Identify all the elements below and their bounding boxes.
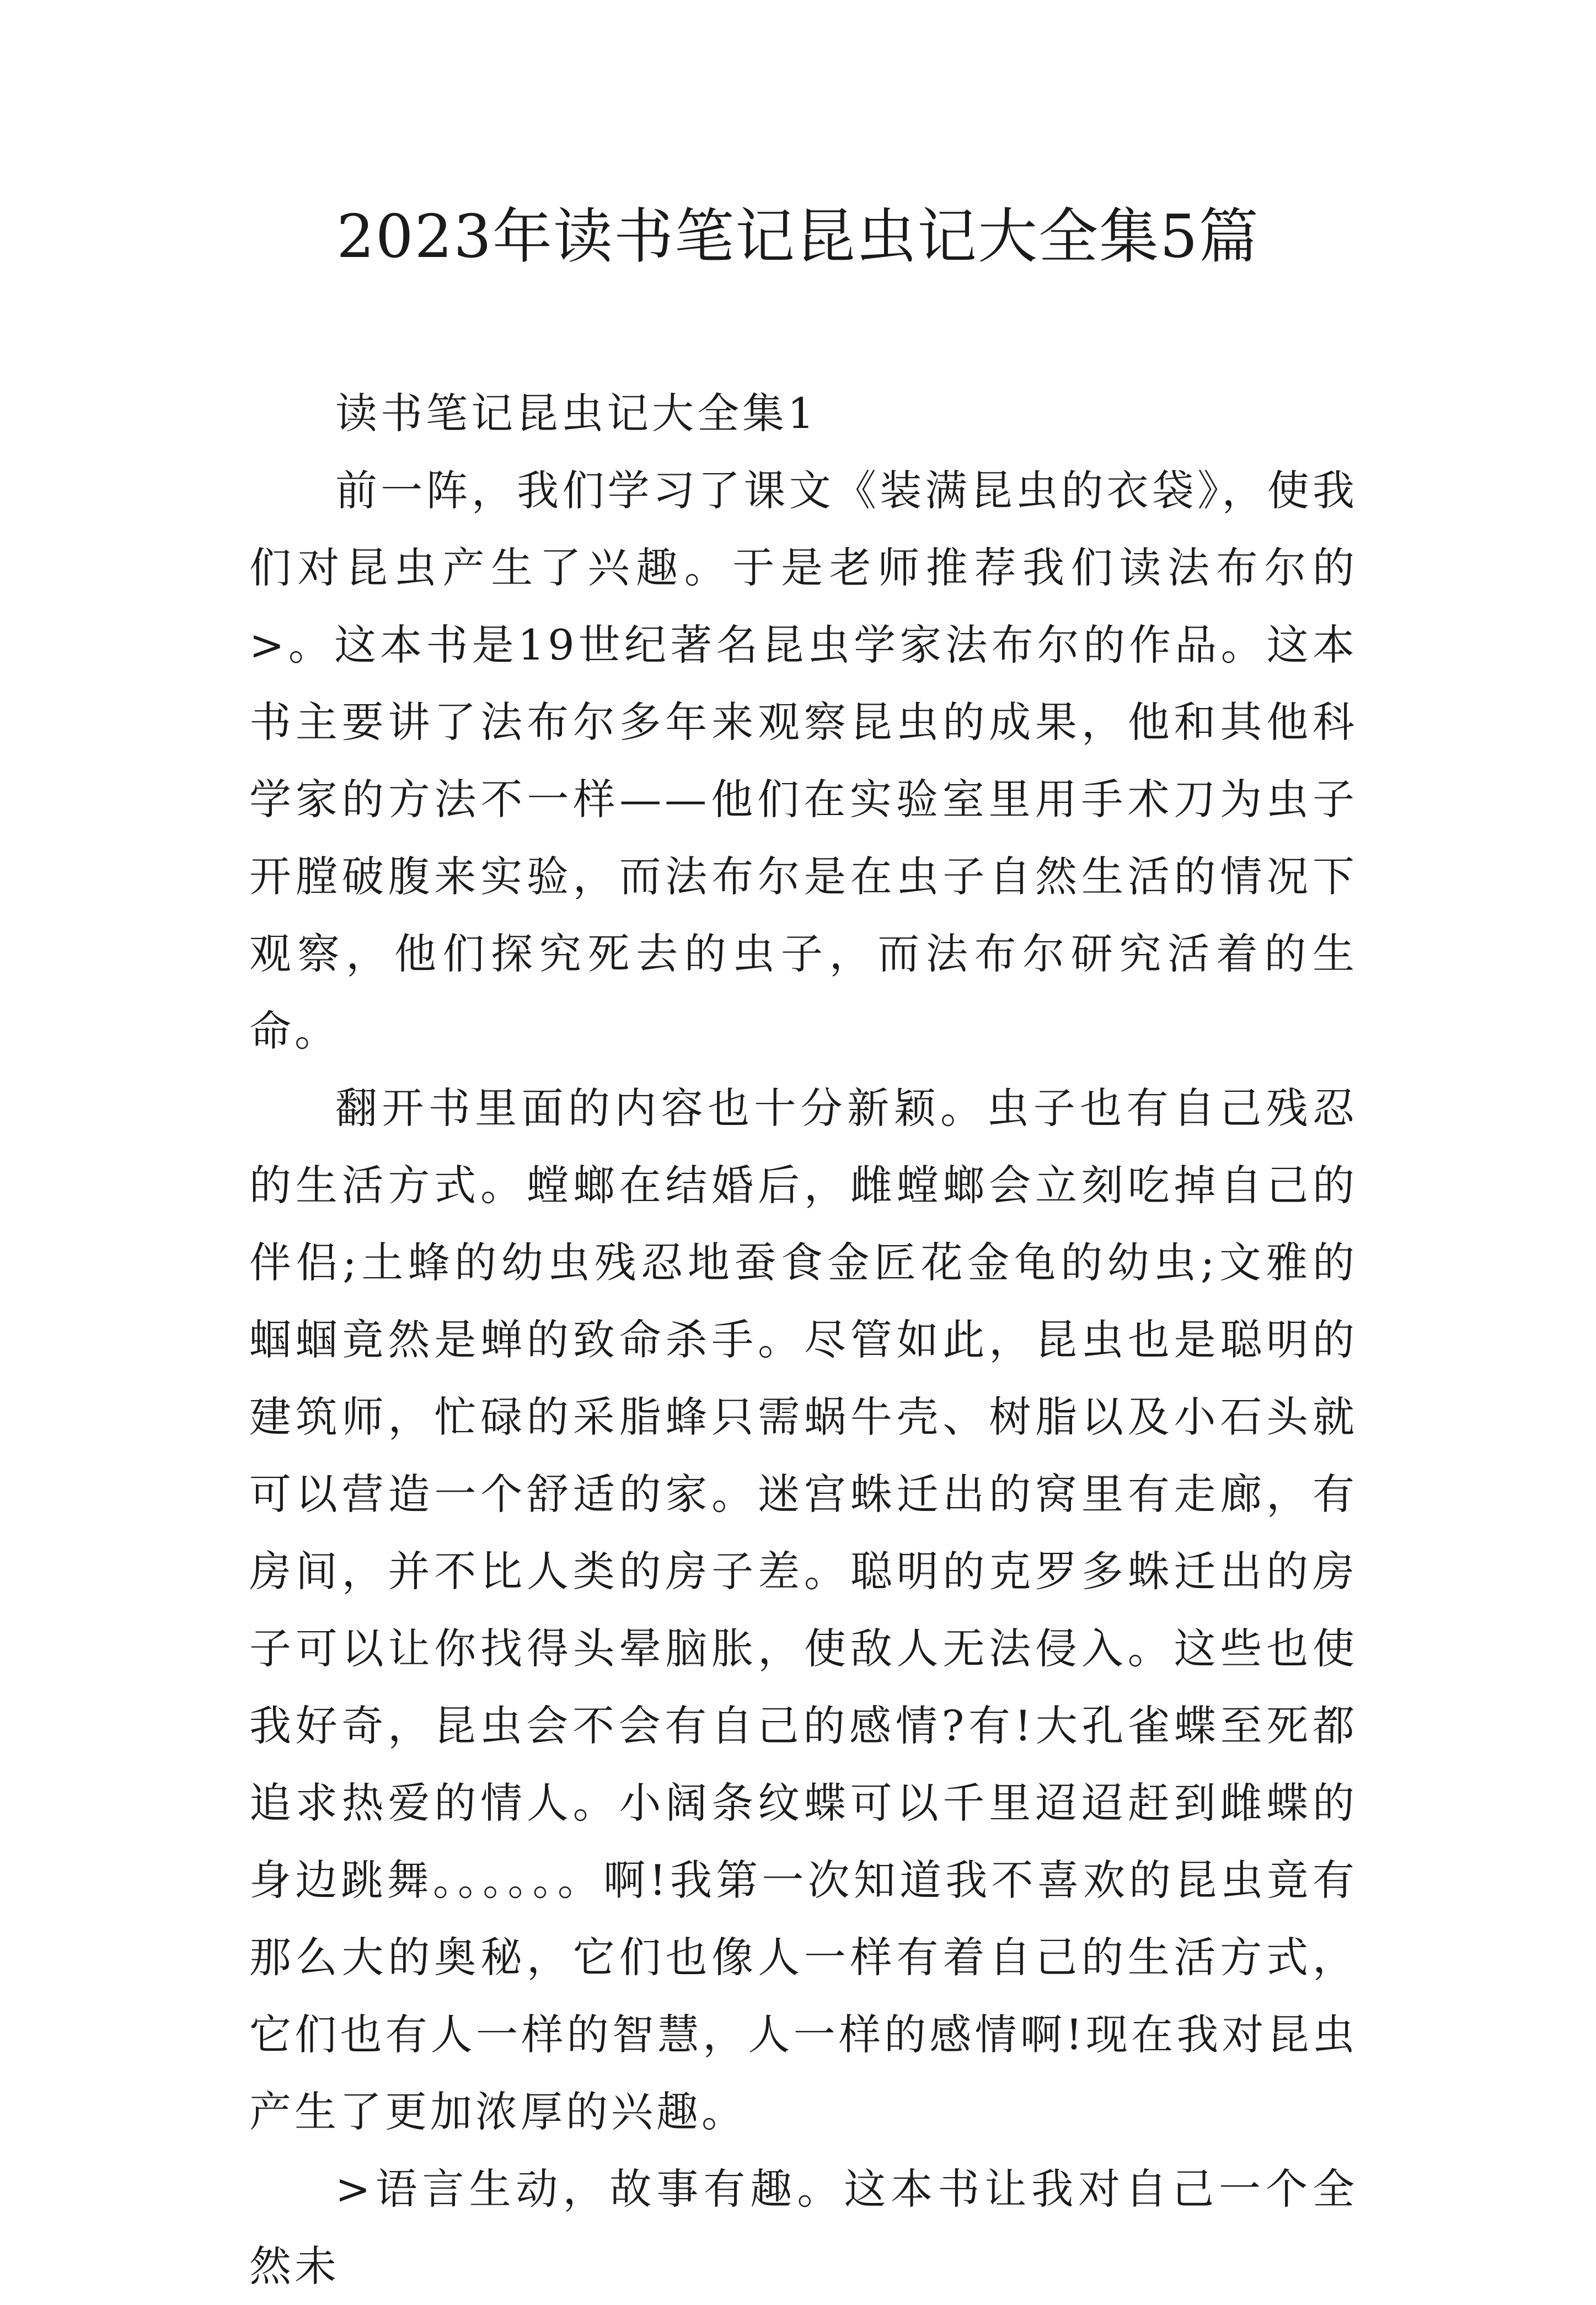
section-heading: 读书笔记昆虫记大全集1 (335, 389, 818, 438)
document-body (249, 375, 1358, 2305)
document-title: 2023年读书笔记昆虫记大全集5篇 (336, 202, 1260, 271)
paragraph-1: 前一阵，我们学习了课文《装满昆虫的衣袋》，使我们对昆虫产生了兴趣。于是老师推荐我们读法布尔的>。这本书是19世纪著名昆虫学家法布尔的作品。这本书主要讲了法布尔多年来观察昆虫的成果，他和其他科学家的方法不一样——他们在实验室里用手术刀为虫子开膛破腹来实验，而法布尔是在虫子自然生活的情况下观察，他们探究死去的虫子，而法布尔研究活着的生命。 (249, 466, 1358, 1055)
paragraph-3: >语言生动，故事有趣。这本书让我对自己一个全然未 (249, 2164, 1358, 2291)
paragraph-2: 翻开书里面的内容也十分新颖。虫子也有自己残忍的生活方式。螳螂在结婚后，雌螳螂会立刻吃掉自己的伴侣;土蜂的幼虫残忍地蚕食金匠花金龟的幼虫;文雅的蝈蝈竟然是蝉的致命杀手。尽管如此，昆虫也是聪明的建筑师，忙碌的采脂蜂只需蜗牛壳、树脂以及小石头就可以营造一个舒适的家。迷宫蛛迁出的窝里有走廊，有房间，并不比人类的房子差。聪明的克罗多蛛迁出的房子可以让你找得头晕脑胀，使敌人无法侵入。这些也使我好奇，昆虫会不会有自己的感情?有!大孔雀蝶至死都追求热爱的情人。小阔条纹蝶可以千里迢迢赶到雌蝶的身边跳舞。。。。。。啊!我第一次知道我不喜欢的昆虫竟有那么大的奥秘，它们也像人一样有着自己的生活方式，它们也有人一样的智慧，人一样的感情啊!现在我对昆虫产生了更加浓厚的兴趣。 (249, 1084, 1358, 2136)
